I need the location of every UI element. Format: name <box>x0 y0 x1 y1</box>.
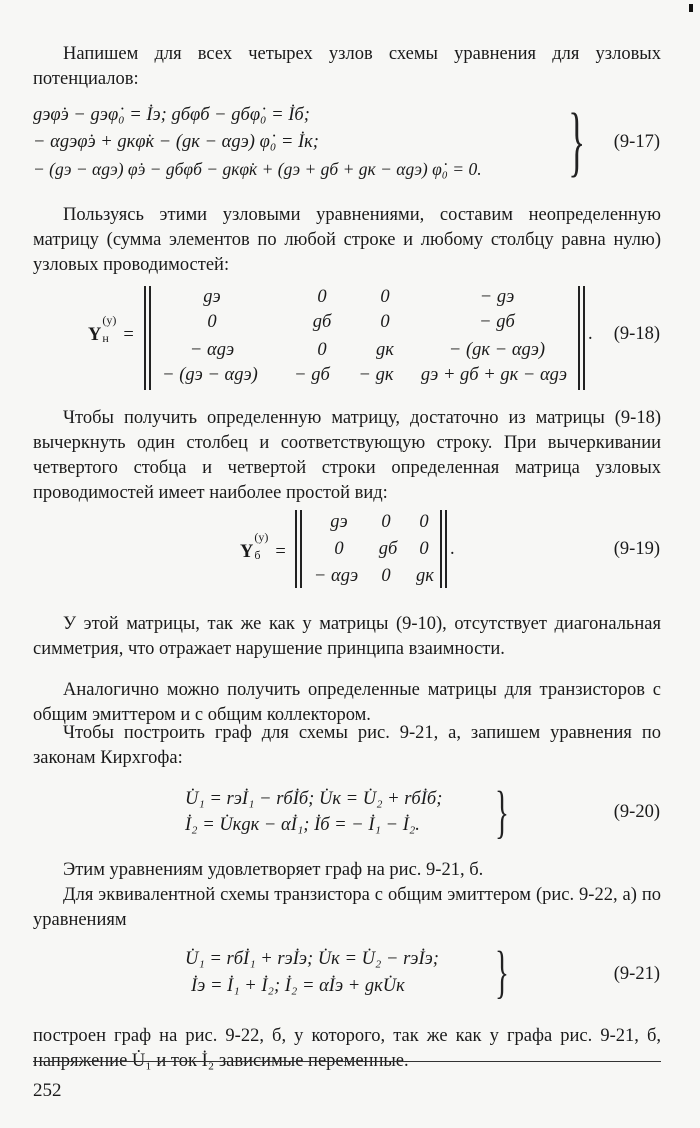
paragraph-text: Напишем для всех четырех узлов схемы уравнения для узловых потенциалов: <box>33 44 661 89</box>
matrix-bar-left-inner <box>149 286 151 390</box>
matrix-cell: gэ <box>203 287 221 307</box>
eq21-line2: İэ = İ₁ + İ₂; İ₂ = αİэ + gкU̇к <box>191 976 405 996</box>
eq20-number: (9-20) <box>613 802 660 822</box>
matrix-subscript: н <box>102 331 109 345</box>
matrix-cell: 0 <box>380 287 390 307</box>
matrix-superscript: (у) <box>102 313 117 327</box>
matrix-cell: gэ + gб + gк − αgэ <box>420 365 568 385</box>
matrix-cell: − (gэ − αgэ) <box>162 365 258 385</box>
matrix-bar-right-inner <box>578 286 580 390</box>
eq20-line1: U̇₁ = rэİ₁ − rбİб; U̇к = U̇₂ + rбİб; <box>185 789 443 809</box>
eq20-line2: İ₂ = U̇кgк − αİ₁; İб = − İ₁ − İ₂. <box>185 815 420 835</box>
matrix-label-definite <box>240 530 286 565</box>
matrix-cell: 0 <box>381 566 391 586</box>
matrix-symbol: Y <box>88 325 102 345</box>
paragraph-text: У этой матрицы, так же как у матрицы (9-10), отсутствует диагональная симметрия, что отражает нарушение принципа взаимности. <box>33 614 661 659</box>
matrix-period: . <box>450 539 455 559</box>
matrix-superscript: (у) <box>254 530 269 544</box>
matrix-cell: − αgэ <box>189 340 235 360</box>
paragraph-matrix-intro <box>33 203 661 278</box>
matrix-bar-left-inner <box>300 510 302 588</box>
matrix-cell: gк <box>376 340 394 360</box>
scan-mark <box>689 4 693 12</box>
matrix-cell: 0 <box>317 287 327 307</box>
matrix-bar-right-outer <box>583 286 585 390</box>
matrix-cell: 0 <box>380 312 390 332</box>
matrix-bar-left-outer <box>295 510 297 588</box>
matrix-cell: gэ <box>330 512 348 532</box>
matrix-cell: 0 <box>381 512 391 532</box>
equals-sign: = <box>123 325 134 345</box>
paragraph-text: Пользуясь этими узловыми уравнениями, составим неопределенную матрицу (сумма элементов по любой строке и любому столбцу равна нулю) узловых проводимостей: <box>33 205 661 275</box>
eq17-line1: gэφ̇э − gэφ̇₀ = İэ; gбφ̇б − gбφ̇₀ = İб; <box>33 105 310 125</box>
paragraph-common-emitter <box>33 883 661 933</box>
brace-right: } <box>494 939 509 1004</box>
paragraph-symmetry <box>33 612 661 662</box>
paragraph-text: Чтобы получить определенную матрицу, достаточно из матрицы (9-18) вычеркнуть один столбец и соответствующую строку. При вычеркивании четвертого стобца и четвертой строки определенная матрица узловых проводимостей имеет наиболее простой вид: <box>33 408 661 503</box>
matrix-period: . <box>588 324 593 344</box>
eq17-number: (9-17) <box>613 132 660 152</box>
matrix-cell: 0 <box>419 539 429 559</box>
paragraph-text: Аналогично можно получить определенные матрицы для транзисторов с общим эмиттером и с общим коллектором. <box>33 680 661 725</box>
matrix-cell: − gэ <box>479 287 515 307</box>
matrix-cell: 0 <box>419 512 429 532</box>
matrix-cell: 0 <box>334 539 344 559</box>
eq18-number: (9-18) <box>613 324 660 344</box>
page-number: 252 <box>33 1080 62 1101</box>
matrix-cell: gб <box>378 539 398 559</box>
eq17-line2: − αgэφ̇э + gкφ̇к − (gк − αgэ) φ̇₀ = İк; <box>33 132 319 152</box>
paragraph-kirchhoff <box>33 721 661 771</box>
brace-right: } <box>494 779 509 844</box>
paragraph-text: построен граф на рис. 9-22, б, у которого, так же как у графа рис. 9-21, б, напряжение U̇₁ и ток İ₂ зависимые переменные. <box>33 1026 661 1071</box>
strike-line <box>33 1061 661 1062</box>
equals-sign: = <box>275 542 286 562</box>
paragraph-text: Чтобы построить граф для схемы рис. 9-21, а, запишем уравнения по законам Кирхгофа: <box>33 723 661 768</box>
matrix-subscript: б <box>254 548 261 562</box>
paragraph-graph-9-22 <box>33 1024 661 1074</box>
matrix-symbol: Y <box>240 542 254 562</box>
matrix-cell: − (gк − αgэ) <box>448 340 546 360</box>
eq19-number: (9-19) <box>613 539 660 559</box>
paragraph-text: Для эквивалентной схемы транзистора с общим эмиттером (рис. 9-22, а) по уравнениям <box>33 885 661 930</box>
matrix-cell: 0 <box>317 340 327 360</box>
matrix-cell: − gб <box>294 365 330 385</box>
matrix-cell: gк <box>416 566 434 586</box>
matrix-bar-left-outer <box>144 286 146 390</box>
matrix-cell: − gб <box>479 312 515 332</box>
paragraph-graph-9-21 <box>33 858 661 883</box>
paragraph-definite-matrix <box>33 406 661 506</box>
matrix-bar-right-outer <box>445 510 447 588</box>
matrix-cell: − αgэ <box>313 566 359 586</box>
eq21-line1: U̇₁ = rбİ₁ + rэİэ; U̇к = U̇₂ − rэİэ; <box>185 949 439 969</box>
matrix-bar-right-inner <box>440 510 442 588</box>
paragraph-intro <box>33 42 661 92</box>
matrix-cell: gб <box>312 312 332 332</box>
matrix-cell: − gк <box>358 365 394 385</box>
paragraph-text: Этим уравнениям удовлетворяет граф на рис. 9-21, б. <box>63 860 484 880</box>
eq17-line3: − (gэ − αgэ) φ̇э − gбφ̇б − gкφ̇к + (gэ + gб + gк − αgэ) φ̇₀ = 0. <box>33 159 482 179</box>
eq21-number: (9-21) <box>613 964 660 984</box>
matrix-cell: 0 <box>207 312 217 332</box>
matrix-label-indefinite <box>88 313 134 348</box>
brace-right: } <box>568 97 586 184</box>
